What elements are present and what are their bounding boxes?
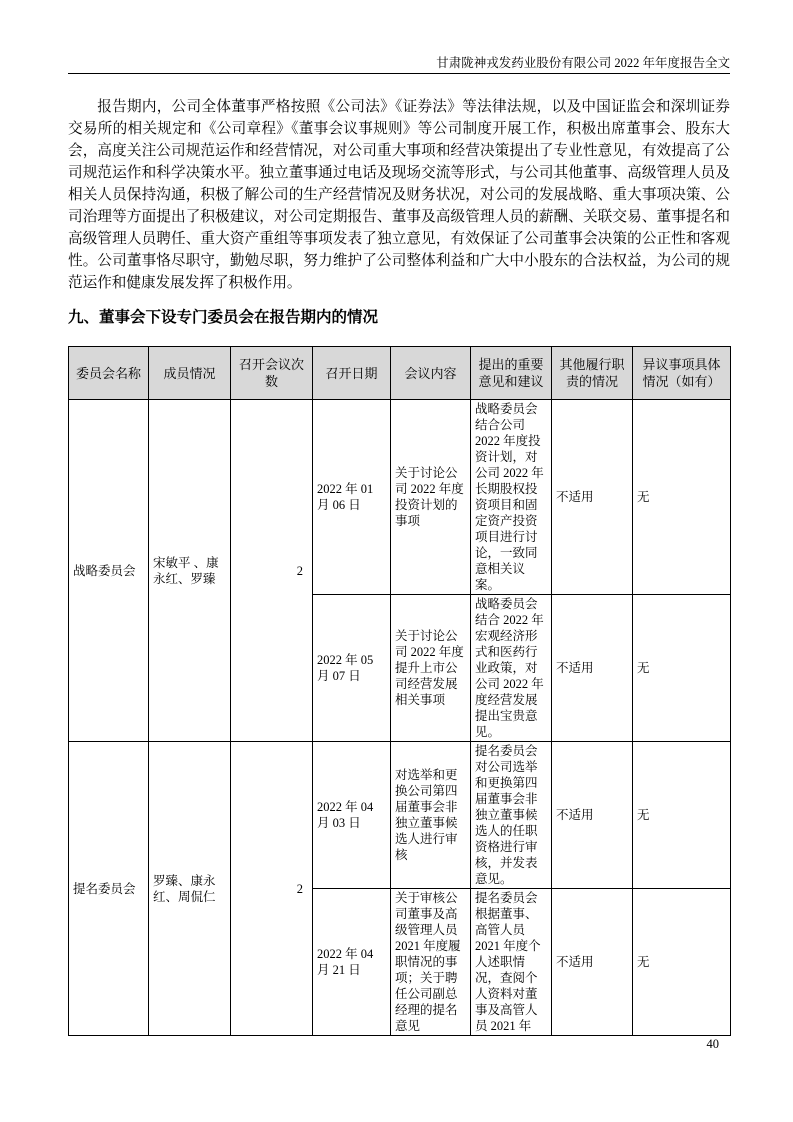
- other-duties-cell: 不适用: [552, 889, 633, 1036]
- opinions-cell: 战略委员会结合公司 2022 年度投资计划，对公司 2022 年长期股权投资项目和固定资产投资项目进行讨论，一致同意相关议案。: [471, 400, 552, 595]
- meeting-content-cell: 关于讨论公司 2022 年度提升上市公司经营发展相关事项: [391, 595, 471, 742]
- committee-name-cell: 提名委员会: [69, 742, 149, 1036]
- opinions-cell: 提名委员会对公司选举和更换第四届董事会非独立董事候选人的任职资格进行审核，并发表意见。: [471, 742, 552, 889]
- table-row: [69, 742, 731, 889]
- opinions-cell: 战略委员会结合 2022 年宏观经济形式和医药行业政策，对公司 2022 年度经营发展提出宝贵意见。: [471, 595, 552, 742]
- members-cell: 罗臻、康永红、周侃仁: [149, 742, 231, 1036]
- opinions-cell: 提名委员会根据董事、高管人员 2021 年度个人述职情况，查阅个人资料对董事及高管人员 2021 年: [471, 889, 552, 1036]
- header-meeting-content: 会议内容: [391, 347, 471, 400]
- dissent-cell: 无: [633, 595, 731, 742]
- table-header-row: [69, 347, 731, 400]
- other-duties-cell: 不适用: [552, 742, 633, 889]
- table-row: [69, 400, 731, 595]
- committee-name-cell: 战略委员会: [69, 400, 149, 742]
- section-title: 九、董事会下设专门委员会在报告期内的情况: [68, 309, 379, 326]
- header-dissent: 异议事项具体情况（如有）: [633, 347, 731, 400]
- meeting-content-cell: 关于审核公司董事及高级管理人员 2021 年度履职情况的事项；关于聘任公司副总经理的提名意见: [391, 889, 471, 1036]
- dissent-cell: 无: [633, 400, 731, 595]
- meeting-count-cell: 2: [231, 400, 313, 742]
- meeting-date-cell: 2022 年 05 月 07 日: [313, 595, 391, 742]
- other-duties-cell: 不适用: [552, 400, 633, 595]
- page-number: 40: [706, 1037, 719, 1051]
- board-report-paragraph: 报告期内，公司全体董事严格按照《公司法》《证券法》等法律法规，以及中国证监会和深圳证券交易所的相关规定和《公司章程》《董事会议事规则》等公司制度开展工作，积极出席董事会、股东大会，高度关注公司规范运作和经营情况，对公司重大事项和经营决策提出了专业性意见，有效提高了公司规范运作和科学决策水平。独立董事通过电话及现场交流等形式，与公司其他董事、高级管理人员及相关人员保持沟通，积极了解公司的生产经营情况及财务状况，对公司的发展战略、重大事项决策、公司治理等方面提出了积极建议，对公司定期报告、董事及高级管理人员的薪酬、关联交易、董事提名和高级管理人员聘任、重大资产重组等事项发表了独立意见，有效保证了公司董事会决策的公正性和客观性。公司董事恪尽职守，勤勉尽职，努力维护了公司整体利益和广大中小股东的合法权益，为公司的规范运作和健康发展发挥了积极作用。: [68, 99, 730, 291]
- running-header: [68, 0, 730, 74]
- running-header-title: 甘肃陇神戎发药业股份有限公司 2022 年年度报告全文: [436, 56, 730, 70]
- dissent-cell: 无: [633, 742, 731, 889]
- header-opinions: 提出的重要意见和建议: [471, 347, 552, 400]
- header-members: 成员情况: [149, 347, 231, 400]
- header-committee-name: 委员会名称: [69, 347, 149, 400]
- meeting-date-cell: 2022 年 01 月 06 日: [313, 400, 391, 595]
- meeting-content-cell: 对选举和更换公司第四届董事会非独立董事候选人进行审核: [391, 742, 471, 889]
- meeting-date-cell: 2022 年 04 月 21 日: [313, 889, 391, 1036]
- dissent-cell: 无: [633, 889, 731, 1036]
- meeting-count-cell: 2: [231, 742, 313, 1036]
- meeting-content-cell: 关于讨论公司 2022 年度投资计划的事项: [391, 400, 471, 595]
- other-duties-cell: 不适用: [552, 595, 633, 742]
- header-other-duties: 其他履行职责的情况: [552, 347, 633, 400]
- meeting-date-cell: 2022 年 04 月 03 日: [313, 742, 391, 889]
- members-cell: 宋敏平 、康永红、罗臻: [149, 400, 231, 742]
- header-meeting-date: 召开日期: [313, 347, 391, 400]
- committee-meetings-table: [68, 346, 731, 1036]
- header-meeting-count: 召开会议次数: [231, 347, 313, 400]
